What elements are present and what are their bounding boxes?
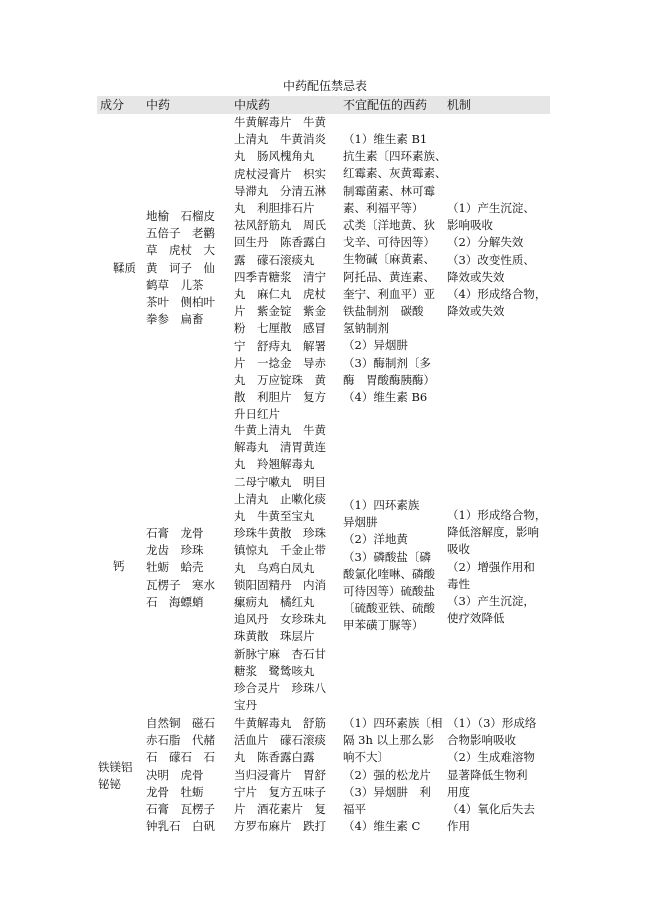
patent-medicine-line: 宁片 复方五味子 xyxy=(234,784,326,799)
patent-medicine-line: 活血片 礞石滚痰 xyxy=(234,733,326,748)
mechanism-line: （2）生成难溶物 xyxy=(447,750,535,765)
western-drug-line: 〔硫酸亚铁、硫酸 xyxy=(343,601,435,616)
western-drug-line: 隔 3h 以上那么影 xyxy=(343,733,435,748)
mechanism-list xyxy=(447,200,546,320)
patent-medicine-line: 宝丹 xyxy=(234,698,257,713)
header-patent-medicine: 中成药 xyxy=(234,98,271,112)
mechanism-line: 合物影响吸收 xyxy=(447,733,516,748)
herb-line: 决明 虎骨 xyxy=(146,767,204,782)
western-drug-list xyxy=(343,131,447,406)
mechanism-line: 使疗效降低 xyxy=(447,611,505,626)
patent-medicine-line: 祛风舒筋丸 周氏 xyxy=(234,218,326,233)
patent-medicine-line: 丸 羚翘解毒丸 xyxy=(234,457,315,472)
patent-medicine-line: 新脉宁麻 杏石甘 xyxy=(234,646,326,661)
herb-line: 石 礞石 石 xyxy=(146,750,215,765)
herb-line: 赤石脂 代赭 xyxy=(146,733,215,748)
western-drug-line: （3）酶制剂〔多 xyxy=(343,355,431,370)
herb-line: 草 虎杖 大 xyxy=(146,243,215,258)
patent-medicine-line: 解毒丸 清胃黄连 xyxy=(234,440,326,455)
western-drug-line: 制霉菌素、林可霉 xyxy=(343,183,435,198)
western-drug-line: 氢钠制剂 xyxy=(343,321,389,336)
herb-line: 牡蛎 蛤壳 xyxy=(146,560,204,575)
patent-medicine-line: 当归浸膏片 胃舒 xyxy=(234,767,326,782)
patent-medicine-line: 镇惊丸 千金止带 xyxy=(234,543,326,558)
header-component: 成分 xyxy=(100,98,125,112)
herb-line: 钟乳石 白矾 xyxy=(146,819,215,834)
header-western-drug: 不宜配伍的西药 xyxy=(343,98,428,112)
patent-medicine-line: 瘰疬丸 橘红丸 xyxy=(234,595,315,610)
western-drug-line: 奎宁、利血平）亚 xyxy=(343,286,435,301)
western-drug-line: （2）强的松龙片 xyxy=(343,767,431,782)
mechanism-line: 作用 xyxy=(447,819,470,834)
mechanism-line: 降效或失效 xyxy=(447,269,505,284)
western-drug-line: （1）四环素族〔相 xyxy=(343,716,443,730)
mechanism-line: 显著降低生物利 xyxy=(447,767,528,782)
header-herb: 中药 xyxy=(146,98,171,112)
western-drug-list xyxy=(343,497,435,635)
mechanism-line: （1）形成络合物， xyxy=(447,508,547,522)
mechanism-list xyxy=(447,715,536,835)
patent-medicine-list xyxy=(234,114,326,424)
herb-line: 龙骨 牡蛎 xyxy=(146,784,204,799)
western-drug-line: 酸氯化喹啉、磷酸 xyxy=(343,566,435,581)
mechanism-line: （4）形成络合物， xyxy=(447,287,547,302)
patent-medicine-line: 丸 万应锭珠 黄 xyxy=(234,373,326,388)
herb-list xyxy=(146,715,215,835)
component-calcium: 钙 xyxy=(113,559,125,573)
patent-medicine-line: 二母宁嗽丸 明目 xyxy=(234,474,326,489)
patent-medicine-line: 片 酒花素片 复 xyxy=(234,802,326,817)
component-iron-magnesium-aluminum-bismuth xyxy=(98,759,133,793)
mechanism-line: 吸收 xyxy=(447,542,470,557)
mechanism-line: （3）产生沉淀， xyxy=(447,594,535,609)
herb-line: 拳参 扁畜 xyxy=(146,312,204,327)
mechanism-line: （2）增强作用和 xyxy=(447,559,535,574)
patent-medicine-line: 丸 肠风槐角丸 xyxy=(234,149,315,164)
western-drug-line: （3）磷酸盐〔磷 xyxy=(343,549,431,564)
western-drug-line: （2）异烟肼 xyxy=(343,338,408,353)
mechanism-line: 降低溶解度，影响 xyxy=(447,525,539,540)
western-drug-line: 可待因等）硫酸盐 xyxy=(343,584,435,599)
mechanism-line: （3）改变性质、 xyxy=(447,252,535,267)
western-drug-line: （4）维生素 B6 xyxy=(343,390,428,405)
patent-medicine-line: 宁 舒痔丸 解署 xyxy=(234,338,326,353)
western-drug-line: 忒类〔洋地黄、狄 xyxy=(343,218,435,233)
component-tannin: 鞣质 xyxy=(113,261,136,275)
western-drug-line: 铁盐制剂 碳酸 xyxy=(343,304,424,319)
western-drug-line: （1）维生素 B1 xyxy=(343,132,428,146)
herb-line: 石膏 瓦楞子 xyxy=(146,802,215,817)
patent-medicine-line: 牛黄解毒丸 舒筋 xyxy=(234,716,326,730)
patent-medicine-line: 导滞丸 分清五淋 xyxy=(234,183,326,198)
patent-medicine-line: 追风丹 女珍珠丸 xyxy=(234,612,326,627)
western-drug-line: （1）四环素族 xyxy=(343,498,420,512)
western-drug-line: 甲苯磺丁脲等） xyxy=(343,618,424,633)
herb-line: 茶叶 侧柏叶 xyxy=(146,295,215,310)
patent-medicine-line: 上清丸 止嗽化痰 xyxy=(234,491,326,506)
herb-line: 石膏 龙骨 xyxy=(146,526,204,540)
mechanism-line: （2）分解失效 xyxy=(447,235,524,250)
herb-list xyxy=(146,208,215,328)
western-drug-line: 戈辛、可待因等） xyxy=(343,235,435,250)
patent-medicine-line: 锁阳固精丹 内消 xyxy=(234,577,326,592)
western-drug-line: 酶 胃酸酶胰酶） xyxy=(343,372,435,387)
western-drug-line: 阿托品、黄连素、 xyxy=(343,269,435,284)
page-title: 中药配伍禁忌表 xyxy=(282,79,367,93)
mechanism-line: 毒性 xyxy=(447,576,470,591)
herb-list xyxy=(146,525,215,611)
mechanism-line: （1）（3）形成络 xyxy=(447,716,537,730)
patent-medicine-line: 上清丸 牛黄消炎 xyxy=(234,132,326,147)
western-drug-line: 响不大〕 xyxy=(343,750,389,765)
herb-line: 瓦楞子 寒水 xyxy=(146,577,215,592)
mechanism-list xyxy=(447,507,546,627)
mechanism-line: 影响吸收 xyxy=(447,218,493,233)
patent-medicine-line: 丸 利胆排石片 xyxy=(234,201,315,216)
patent-medicine-line: 散 利胆片 复方 xyxy=(234,390,326,405)
component-line: 铋铋 xyxy=(98,777,121,792)
western-drug-line: 红霉素、灰黄霉素、 xyxy=(343,166,447,181)
patent-medicine-line: 丸 陈香露白露 xyxy=(234,750,315,765)
patent-medicine-line: 粉 七厘散 感冒 xyxy=(234,321,326,336)
western-drug-line: 福平 xyxy=(343,802,366,817)
patent-medicine-list xyxy=(234,715,326,835)
patent-medicine-line: 丸 麻仁丸 虎杖 xyxy=(234,287,326,302)
component-line: 铁镁铝 xyxy=(98,760,133,774)
patent-medicine-line: 露 礞石滚痰丸 xyxy=(234,252,315,267)
western-drug-line: 素、利福平等） xyxy=(343,200,424,215)
patent-medicine-line: 回生丹 陈香露白 xyxy=(234,235,326,250)
herb-line: 龙齿 珍珠 xyxy=(146,543,204,558)
western-drug-list xyxy=(343,715,442,835)
western-drug-line: 生物碱〔麻黄素、 xyxy=(343,252,435,267)
patent-medicine-line: 牛黄上清丸 牛黄 xyxy=(234,423,326,437)
mechanism-line: 用度 xyxy=(447,784,470,799)
mechanism-line: 降效或失效 xyxy=(447,304,505,319)
patent-medicine-line: 珍合灵片 珍珠八 xyxy=(234,681,326,696)
header-mechanism: 机制 xyxy=(447,98,472,112)
herb-line: 石 海螵蛸 xyxy=(146,594,204,609)
patent-medicine-line: 升日红片 xyxy=(234,407,280,422)
patent-medicine-line: 虎杖浸膏片 枳实 xyxy=(234,166,326,181)
patent-medicine-line: 片 紫金锭 紫金 xyxy=(234,304,326,319)
herb-line: 地榆 石榴皮 xyxy=(146,209,215,223)
patent-medicine-line: 丸 乌鸡白凤丸 xyxy=(234,560,315,575)
herb-line: 黄 诃子 仙 xyxy=(146,260,215,275)
patent-medicine-line: 糖浆 鹭鸶咳丸 xyxy=(234,663,315,678)
western-drug-line: 异烟肼 xyxy=(343,515,378,530)
western-drug-line: 抗生素〔四环素族、 xyxy=(343,149,447,164)
western-drug-line: （3）异烟肼 利 xyxy=(343,784,431,799)
mechanism-line: （1）产生沉淀、 xyxy=(447,201,535,215)
patent-medicine-line: 丸 牛黄至宝丸 xyxy=(234,509,315,524)
patent-medicine-line: 珍珠牛黄散 珍珠 xyxy=(234,526,326,541)
patent-medicine-line: 片 一捻金 导赤 xyxy=(234,355,326,370)
patent-medicine-line: 四季青糖浆 清宁 xyxy=(234,269,326,284)
patent-medicine-line: 牛黄解毒片 牛黄 xyxy=(234,115,326,129)
herb-line: 自然铜 磁石 xyxy=(146,716,215,730)
western-drug-line: （4）维生素 C xyxy=(343,819,421,834)
patent-medicine-list xyxy=(234,422,326,714)
patent-medicine-line: 珠黄散 珠层片 xyxy=(234,629,315,644)
herb-line: 鹤草 儿茶 xyxy=(146,277,204,292)
mechanism-line: （4）氧化后失去 xyxy=(447,802,535,817)
patent-medicine-line: 方罗布麻片 跌打 xyxy=(234,819,326,834)
western-drug-line: （2）洋地黄 xyxy=(343,532,408,547)
herb-line: 五倍子 老鹳 xyxy=(146,226,215,241)
